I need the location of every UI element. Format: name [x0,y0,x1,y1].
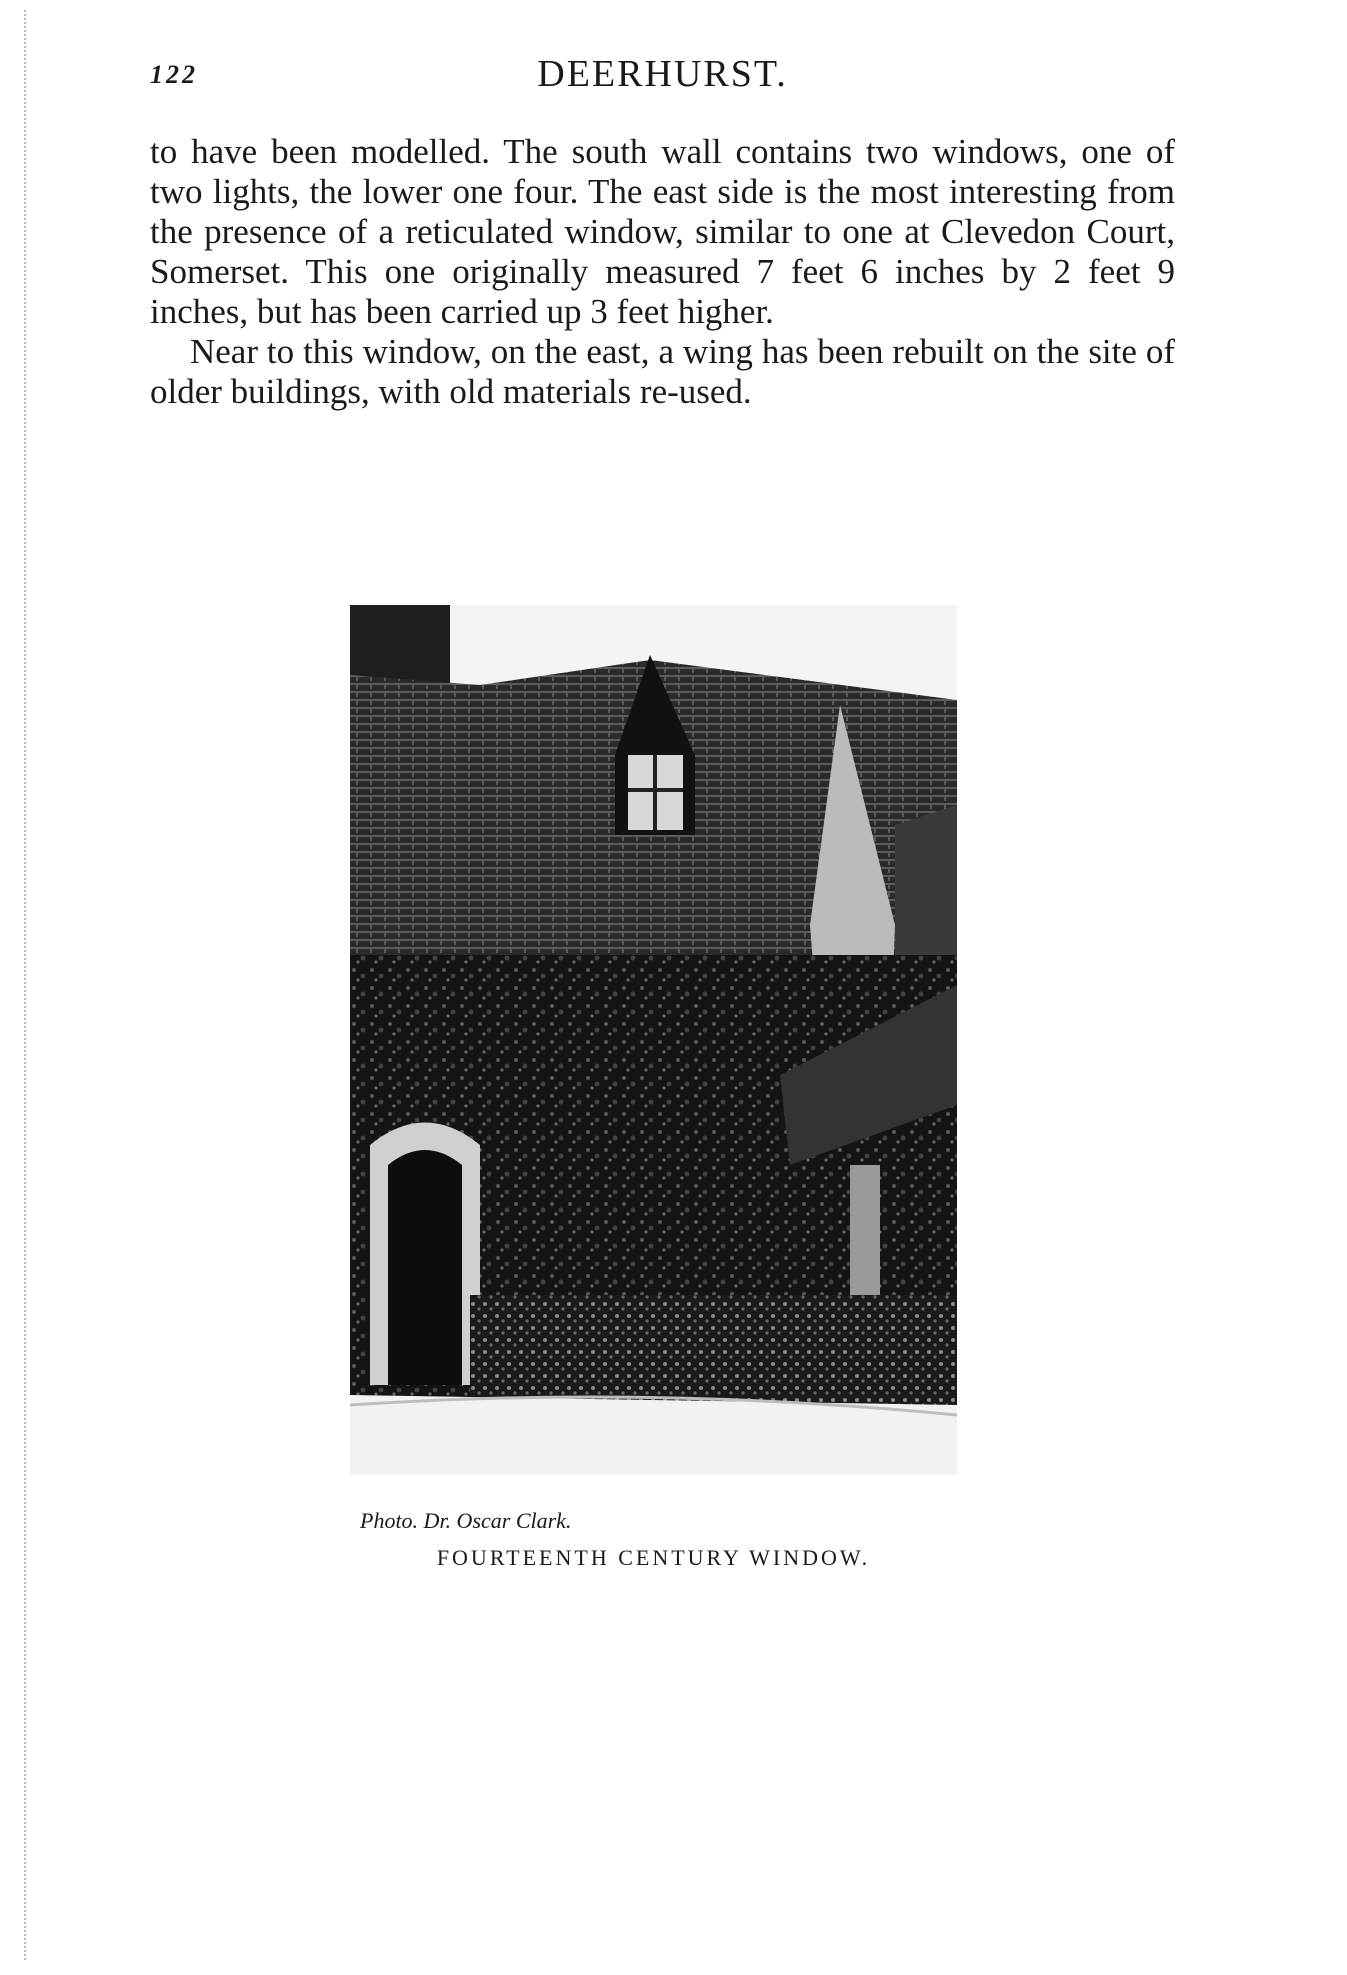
binding-edge-line [24,10,26,1960]
body-text [150,132,1175,412]
paragraph-1: to have been modelled. The south wall contains two windows, one of two lights, the lower one four. The east side is the most interesting from the presence of a reticulated window, similar to one at Clevedon Court, Somerset. This one originally measured 7 feet 6 inches by 2 feet 9 inches, but has been carried up 3 feet higher. [150,132,1175,331]
photo-credit: Photo. Dr. Oscar Clark. [360,1508,572,1533]
page-number: 122 [150,60,198,89]
house-photograph [350,605,957,1475]
running-title: DEERHURST. [537,53,788,95]
figure-caption: FOURTEENTH CENTURY WINDOW. [436,1545,871,1570]
paragraph-2: Near to this window, on the east, a wing has been rebuilt on the site of older buildings, with old materials re-used. [150,332,1175,411]
photo-plate [350,605,957,1475]
